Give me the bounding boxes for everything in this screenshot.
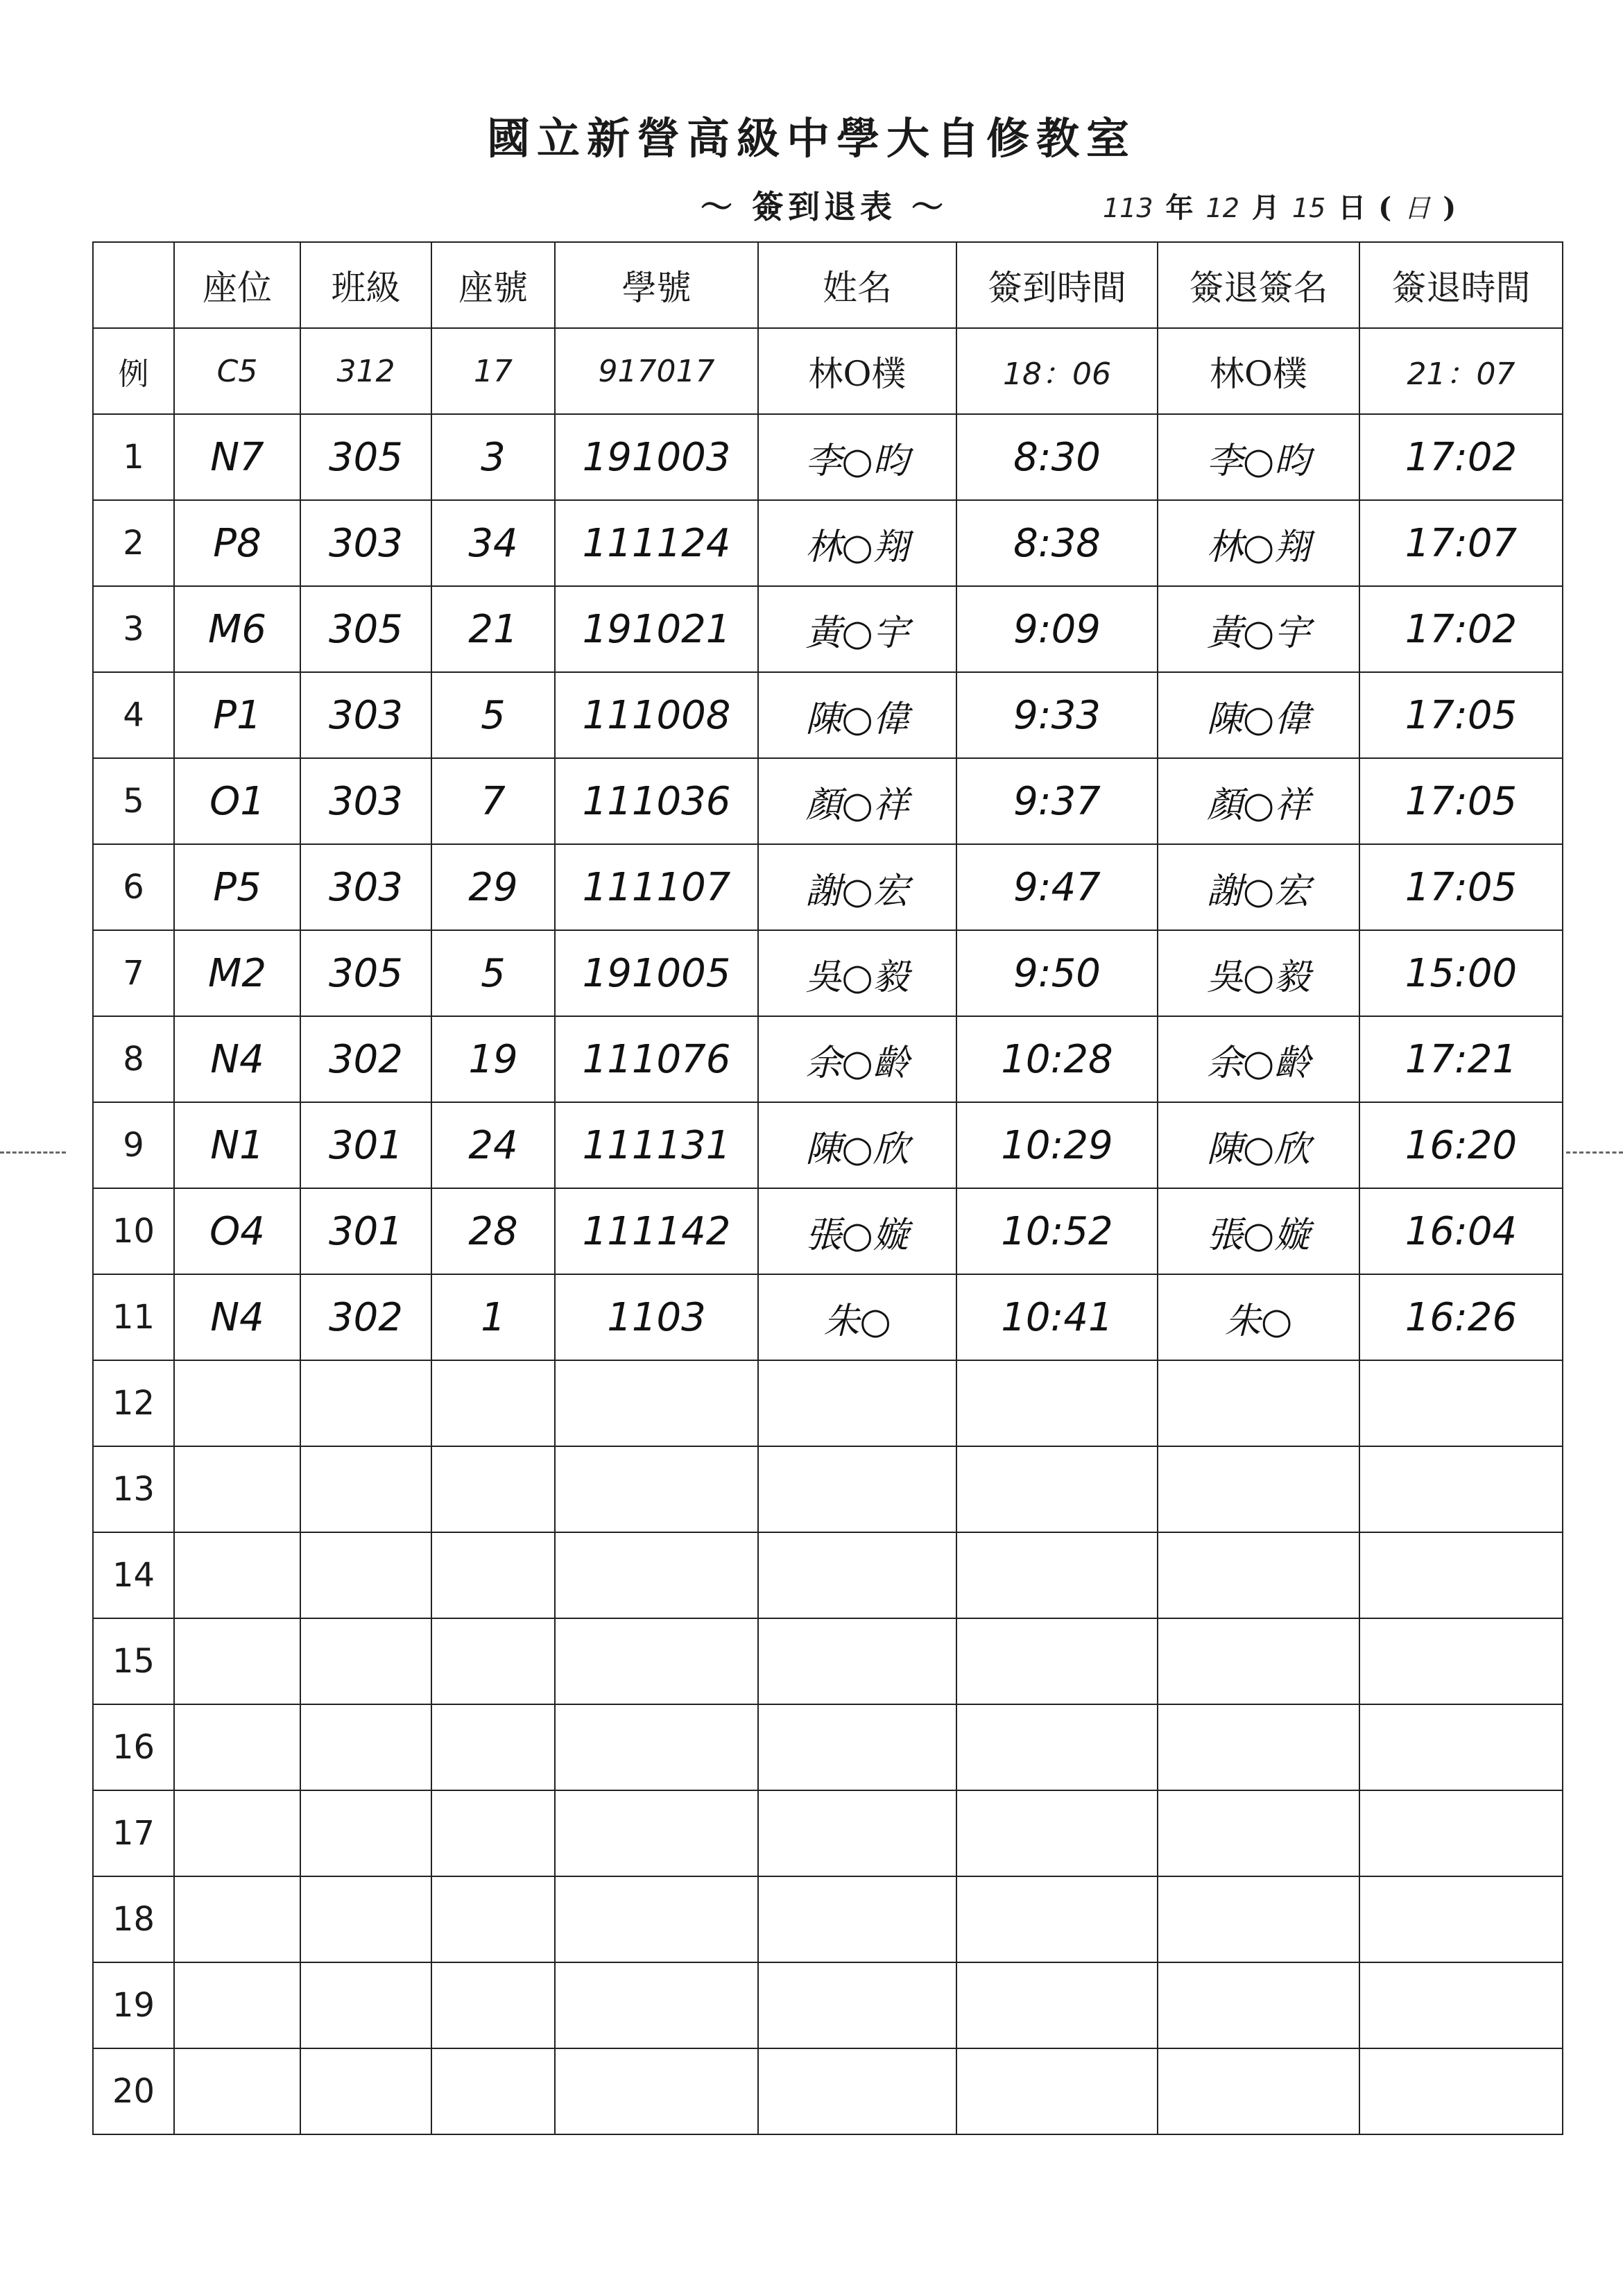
page-title: 國立新營高級中學大自修教室 — [486, 113, 1136, 164]
table-row — [93, 1962, 1563, 2048]
cell-name: 林○翔 — [758, 500, 956, 586]
cell-student-id: 111124 — [555, 500, 758, 586]
example-sign-out-signature: 林O樸 — [1158, 328, 1359, 414]
cell-name — [758, 1532, 956, 1618]
example-label: 例 — [93, 328, 174, 414]
cell-sign-out-signature — [1158, 1790, 1359, 1876]
cell-sign-out-time — [1359, 1876, 1563, 1962]
date-weekday-close: ) — [1443, 191, 1457, 224]
cell-student-id: 191021 — [555, 586, 758, 672]
cell-sign-out-time: 17:07 — [1359, 500, 1563, 586]
cell-seat-number: 3 — [431, 414, 555, 500]
cell-sign-in-time: 8:38 — [956, 500, 1158, 586]
header-row — [93, 242, 1563, 328]
cell-name — [758, 1704, 956, 1790]
cell-sign-out-signature: 李○昀 — [1158, 414, 1359, 500]
cell-sign-in-time — [956, 1876, 1158, 1962]
cell-seat — [174, 1876, 300, 1962]
cell-sign-in-time — [956, 2048, 1158, 2134]
cell-row-number: 6 — [93, 844, 174, 930]
cell-name — [758, 1618, 956, 1704]
cell-row-number: 10 — [93, 1188, 174, 1274]
date-month: 12 — [1205, 193, 1239, 223]
cell-class: 301 — [300, 1102, 431, 1188]
table-row — [93, 1274, 1563, 1360]
cell-class — [300, 1446, 431, 1532]
date-day-unit: 日 — [1338, 191, 1366, 224]
cell-seat — [174, 1962, 300, 2048]
cell-sign-out-signature: 黃○宇 — [1158, 586, 1359, 672]
cell-student-id — [555, 1618, 758, 1704]
cell-row-number: 3 — [93, 586, 174, 672]
cell-seat-number: 1 — [431, 1274, 555, 1360]
table-row — [93, 1360, 1563, 1446]
cell-row-number: 19 — [93, 1962, 174, 2048]
example-seat: C5 — [174, 328, 300, 414]
cell-seat-number: 19 — [431, 1016, 555, 1102]
cell-class — [300, 1360, 431, 1446]
cell-class: 302 — [300, 1016, 431, 1102]
cell-sign-out-time — [1359, 1618, 1563, 1704]
cell-sign-in-time: 8:30 — [956, 414, 1158, 500]
cell-sign-out-time: 17:05 — [1359, 672, 1563, 758]
cell-sign-out-time — [1359, 1360, 1563, 1446]
cell-seat — [174, 1446, 300, 1532]
table-row — [93, 1876, 1563, 1962]
cell-name: 黃○宇 — [758, 586, 956, 672]
fold-mark-left — [0, 1151, 66, 1154]
table-row — [93, 500, 1563, 586]
cell-sign-in-time — [956, 1962, 1158, 2048]
cell-name — [758, 1962, 956, 2048]
date-weekday: 日 — [1404, 193, 1431, 223]
cell-sign-out-signature: 張○嫙 — [1158, 1188, 1359, 1274]
cell-sign-out-time: 15:00 — [1359, 930, 1563, 1016]
cell-sign-out-time: 17:21 — [1359, 1016, 1563, 1102]
example-row — [93, 328, 1563, 414]
cell-sign-out-time: 16:04 — [1359, 1188, 1563, 1274]
cell-class: 305 — [300, 586, 431, 672]
cell-sign-out-time: 16:26 — [1359, 1274, 1563, 1360]
cell-seat: O4 — [174, 1188, 300, 1274]
cell-sign-in-time: 10:52 — [956, 1188, 1158, 1274]
cell-sign-in-time: 10:28 — [956, 1016, 1158, 1102]
cell-seat-number — [431, 1962, 555, 2048]
cell-seat-number: 7 — [431, 758, 555, 844]
example-name: 林O樸 — [758, 328, 956, 414]
cell-seat — [174, 1532, 300, 1618]
cell-name: 李○昀 — [758, 414, 956, 500]
cell-sign-in-time — [956, 1360, 1158, 1446]
header-sign-in-time: 簽到時間 — [956, 242, 1158, 328]
cell-sign-out-time — [1359, 2048, 1563, 2134]
cell-sign-out-signature: 謝○宏 — [1158, 844, 1359, 930]
cell-name: 謝○宏 — [758, 844, 956, 930]
cell-seat: N1 — [174, 1102, 300, 1188]
cell-student-id — [555, 1704, 758, 1790]
example-sign-in-time: 18：06 — [956, 328, 1158, 414]
cell-sign-in-time — [956, 1446, 1158, 1532]
cell-seat-number — [431, 1446, 555, 1532]
header-seat: 座位 — [174, 242, 300, 328]
cell-seat: M6 — [174, 586, 300, 672]
cell-student-id — [555, 2048, 758, 2134]
cell-sign-in-time: 10:41 — [956, 1274, 1158, 1360]
cell-row-number: 7 — [93, 930, 174, 1016]
cell-row-number: 2 — [93, 500, 174, 586]
cell-sign-out-signature: 吳○毅 — [1158, 930, 1359, 1016]
cell-sign-out-time — [1359, 1962, 1563, 2048]
cell-name: 顏○祥 — [758, 758, 956, 844]
cell-name — [758, 1790, 956, 1876]
cell-seat-number: 24 — [431, 1102, 555, 1188]
table-row — [93, 844, 1563, 930]
cell-class: 303 — [300, 758, 431, 844]
cell-class — [300, 1704, 431, 1790]
cell-sign-in-time: 9:47 — [956, 844, 1158, 930]
date-year: 113 — [1103, 193, 1153, 223]
date-year-unit: 年 — [1165, 191, 1194, 224]
cell-student-id — [555, 1876, 758, 1962]
cell-sign-in-time: 9:09 — [956, 586, 1158, 672]
cell-class: 303 — [300, 672, 431, 758]
cell-seat-number: 21 — [431, 586, 555, 672]
cell-student-id: 191005 — [555, 930, 758, 1016]
table-row — [93, 586, 1563, 672]
cell-class: 302 — [300, 1274, 431, 1360]
header-sign-out-time: 簽退時間 — [1359, 242, 1563, 328]
cell-seat-number — [431, 2048, 555, 2134]
cell-row-number: 14 — [93, 1532, 174, 1618]
cell-name — [758, 2048, 956, 2134]
cell-sign-in-time — [956, 1618, 1158, 1704]
table-row — [93, 1446, 1563, 1532]
cell-name: 吳○毅 — [758, 930, 956, 1016]
cell-class — [300, 1962, 431, 2048]
cell-sign-out-time: 16:20 — [1359, 1102, 1563, 1188]
cell-sign-out-time — [1359, 1704, 1563, 1790]
cell-student-id: 111131 — [555, 1102, 758, 1188]
table-row — [93, 1188, 1563, 1274]
cell-sign-in-time: 9:37 — [956, 758, 1158, 844]
cell-sign-out-signature — [1158, 1704, 1359, 1790]
example-seat-number: 17 — [431, 328, 555, 414]
cell-sign-out-signature: 顏○祥 — [1158, 758, 1359, 844]
cell-sign-out-signature: 陳○偉 — [1158, 672, 1359, 758]
cell-row-number: 8 — [93, 1016, 174, 1102]
cell-sign-out-time — [1359, 1446, 1563, 1532]
table-row — [93, 930, 1563, 1016]
cell-class — [300, 2048, 431, 2134]
cell-student-id: 111008 — [555, 672, 758, 758]
cell-seat — [174, 1790, 300, 1876]
cell-sign-out-signature: 余○齡 — [1158, 1016, 1359, 1102]
cell-student-id — [555, 1532, 758, 1618]
cell-sign-out-signature — [1158, 2048, 1359, 2134]
cell-sign-in-time — [956, 1704, 1158, 1790]
header-seat-number: 座號 — [431, 242, 555, 328]
cell-student-id — [555, 1962, 758, 2048]
cell-class — [300, 1532, 431, 1618]
cell-sign-out-signature: 朱○ — [1158, 1274, 1359, 1360]
header-name: 姓名 — [758, 242, 956, 328]
cell-name: 陳○欣 — [758, 1102, 956, 1188]
table-row — [93, 1790, 1563, 1876]
cell-name: 朱○ — [758, 1274, 956, 1360]
page-subtitle: ～ 簽到退表 ～ — [701, 188, 948, 225]
cell-sign-out-signature — [1158, 1360, 1359, 1446]
cell-sign-out-signature — [1158, 1446, 1359, 1532]
header-sign-out-signature: 簽退簽名 — [1158, 242, 1359, 328]
cell-sign-in-time: 9:50 — [956, 930, 1158, 1016]
date-month-unit: 月 — [1251, 191, 1280, 224]
table-row — [93, 1102, 1563, 1188]
example-sign-out-time: 21：07 — [1359, 328, 1563, 414]
cell-sign-out-signature — [1158, 1618, 1359, 1704]
cell-class: 303 — [300, 844, 431, 930]
cell-row-number: 12 — [93, 1360, 174, 1446]
fold-mark-right — [1566, 1151, 1623, 1154]
cell-student-id — [555, 1790, 758, 1876]
cell-name: 陳○偉 — [758, 672, 956, 758]
cell-seat-number — [431, 1790, 555, 1876]
date-weekday-open: ( — [1378, 191, 1392, 224]
cell-seat: P1 — [174, 672, 300, 758]
table-row — [93, 414, 1563, 500]
cell-row-number: 9 — [93, 1102, 174, 1188]
cell-seat-number: 5 — [431, 930, 555, 1016]
cell-student-id: 111076 — [555, 1016, 758, 1102]
cell-seat: P5 — [174, 844, 300, 930]
cell-sign-in-time: 9:33 — [956, 672, 1158, 758]
cell-seat: N4 — [174, 1274, 300, 1360]
cell-class — [300, 1790, 431, 1876]
cell-seat-number — [431, 1618, 555, 1704]
cell-sign-in-time — [956, 1790, 1158, 1876]
cell-row-number: 15 — [93, 1618, 174, 1704]
cell-sign-in-time: 10:29 — [956, 1102, 1158, 1188]
cell-sign-in-time — [956, 1532, 1158, 1618]
cell-row-number: 5 — [93, 758, 174, 844]
cell-row-number: 20 — [93, 2048, 174, 2134]
cell-student-id: 111107 — [555, 844, 758, 930]
cell-row-number: 16 — [93, 1704, 174, 1790]
cell-name: 余○齡 — [758, 1016, 956, 1102]
sign-in-table — [92, 241, 1563, 2135]
header-student-id: 學號 — [555, 242, 758, 328]
table-row — [93, 672, 1563, 758]
table-row — [93, 1618, 1563, 1704]
cell-student-id — [555, 1360, 758, 1446]
header-cell — [93, 242, 174, 328]
cell-sign-out-signature: 陳○欣 — [1158, 1102, 1359, 1188]
table-row — [93, 1016, 1563, 1102]
cell-row-number: 11 — [93, 1274, 174, 1360]
cell-row-number: 4 — [93, 672, 174, 758]
cell-sign-out-time: 17:05 — [1359, 844, 1563, 930]
date-day: 15 — [1291, 193, 1326, 223]
header-class: 班級 — [300, 242, 431, 328]
cell-sign-out-time — [1359, 1532, 1563, 1618]
cell-seat: M2 — [174, 930, 300, 1016]
cell-row-number: 17 — [93, 1790, 174, 1876]
cell-seat: P8 — [174, 500, 300, 586]
cell-seat: O1 — [174, 758, 300, 844]
cell-name: 張○嫙 — [758, 1188, 956, 1274]
cell-seat: N7 — [174, 414, 300, 500]
cell-name — [758, 1360, 956, 1446]
cell-class — [300, 1618, 431, 1704]
cell-seat-number: 34 — [431, 500, 555, 586]
cell-student-id: 1103 — [555, 1274, 758, 1360]
cell-class: 305 — [300, 414, 431, 500]
cell-seat — [174, 1704, 300, 1790]
cell-seat-number: 28 — [431, 1188, 555, 1274]
cell-seat-number — [431, 1704, 555, 1790]
cell-name — [758, 1446, 956, 1532]
cell-sign-out-time — [1359, 1790, 1563, 1876]
cell-class: 301 — [300, 1188, 431, 1274]
cell-student-id: 191003 — [555, 414, 758, 500]
cell-student-id: 111036 — [555, 758, 758, 844]
cell-row-number: 13 — [93, 1446, 174, 1532]
cell-sign-out-time: 17:05 — [1359, 758, 1563, 844]
table-row — [93, 1704, 1563, 1790]
cell-class: 305 — [300, 930, 431, 1016]
cell-row-number: 1 — [93, 414, 174, 500]
table-row — [93, 1532, 1563, 1618]
table-row — [93, 758, 1563, 844]
cell-seat — [174, 1360, 300, 1446]
example-student-id: 917017 — [555, 328, 758, 414]
cell-seat-number — [431, 1532, 555, 1618]
cell-seat: N4 — [174, 1016, 300, 1102]
cell-sign-out-signature — [1158, 1876, 1359, 1962]
cell-class — [300, 1876, 431, 1962]
cell-sign-out-signature — [1158, 1532, 1359, 1618]
cell-seat — [174, 2048, 300, 2134]
cell-seat-number — [431, 1876, 555, 1962]
cell-row-number: 18 — [93, 1876, 174, 1962]
cell-student-id — [555, 1446, 758, 1532]
table-row — [93, 2048, 1563, 2134]
cell-seat-number — [431, 1360, 555, 1446]
cell-name — [758, 1876, 956, 1962]
cell-seat-number: 5 — [431, 672, 555, 758]
cell-sign-out-signature: 林○翔 — [1158, 500, 1359, 586]
date-line — [1103, 186, 1456, 225]
cell-class: 303 — [300, 500, 431, 586]
example-class: 312 — [300, 328, 431, 414]
cell-sign-out-time: 17:02 — [1359, 414, 1563, 500]
cell-seat-number: 29 — [431, 844, 555, 930]
cell-sign-out-time: 17:02 — [1359, 586, 1563, 672]
cell-sign-out-signature — [1158, 1962, 1359, 2048]
cell-student-id: 111142 — [555, 1188, 758, 1274]
cell-seat — [174, 1618, 300, 1704]
